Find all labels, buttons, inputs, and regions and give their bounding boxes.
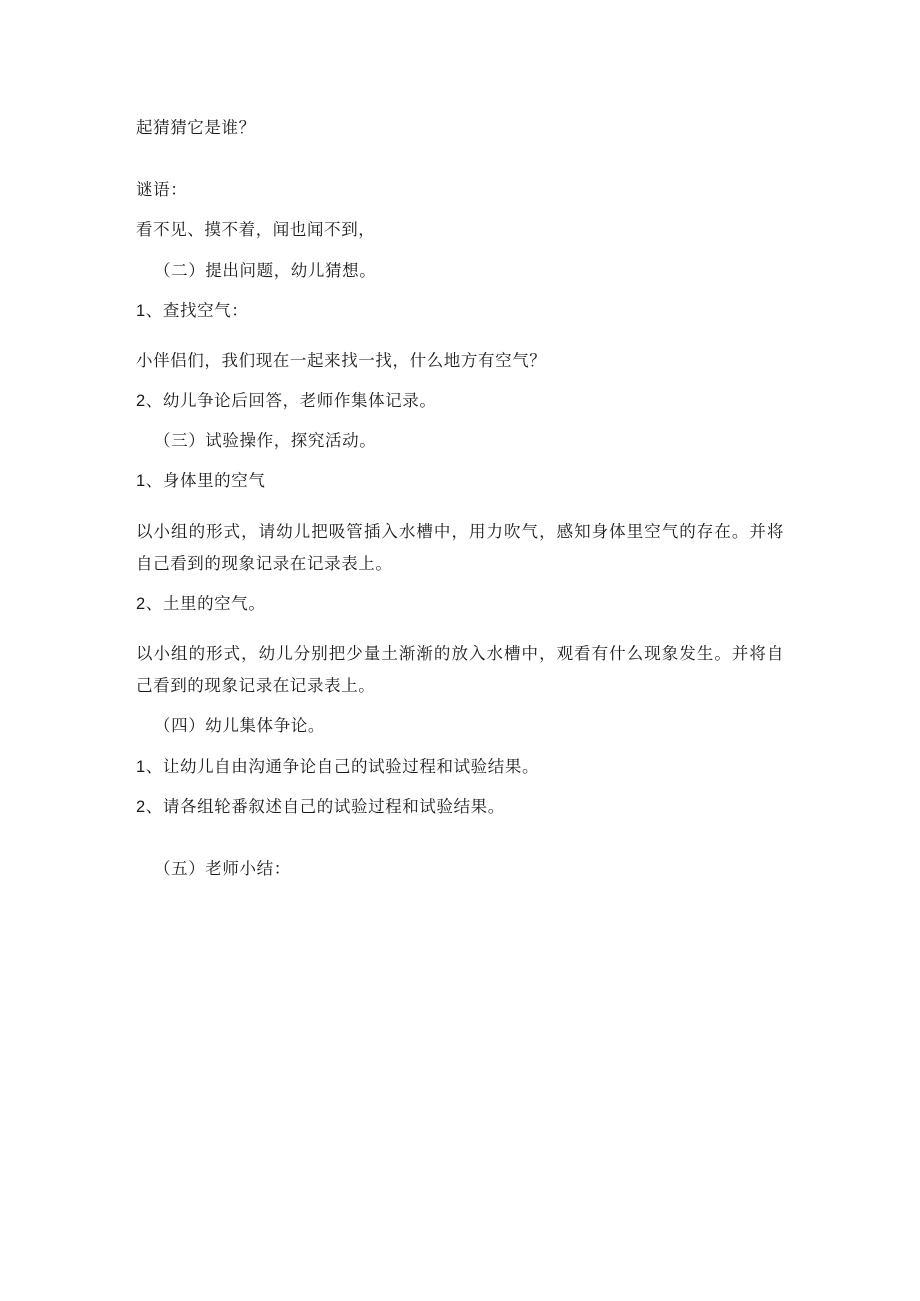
paragraph-10: 以小组的形式，请幼儿把吸管插入水槽中，用力吹气，感知身体里空气的存在。并将自己看到的现象记录在记录表上。 [136, 522, 784, 573]
paragraph-6: 小伴侣们，我们现在一起来找一找，什么地方有空气？ [136, 351, 547, 370]
paragraph-1: 起猜猜它是谁？ [136, 119, 256, 137]
document-body [136, 112, 784, 885]
paragraph-3: 看不见、摸不着，闻也闻不到， [136, 221, 376, 240]
paragraph-12: 以小组的形式，幼儿分别把少量土渐渐的放入水槽中，观看有什么现象发生。并将自己看到的现象记录在记录表上。 [136, 645, 784, 696]
paragraph-15: 2、请各组轮番叙述自己的试验过程和试验结果。 [136, 797, 505, 816]
paragraph-13: （四）幼儿集体争论。 [154, 717, 325, 736]
paragraph-4: （二）提出问题，幼儿猜想。 [154, 261, 377, 280]
paragraph-8: （三）试验操作，探究活动。 [154, 432, 377, 451]
paragraph-16: （五）老师小结： [154, 859, 291, 878]
paragraph-5: 1、查找空气： [136, 301, 249, 320]
paragraph-7: 2、幼儿争论后回答，老师作集体记录。 [136, 392, 437, 411]
paragraph-11: 2、土里的空气。 [136, 594, 266, 613]
paragraph-2: 谜语： [136, 181, 188, 200]
paragraph-9: 1、身体里的空气 [136, 472, 266, 491]
paragraph-14: 1、让幼儿自由沟通争论自己的试验过程和试验结果。 [136, 757, 540, 776]
